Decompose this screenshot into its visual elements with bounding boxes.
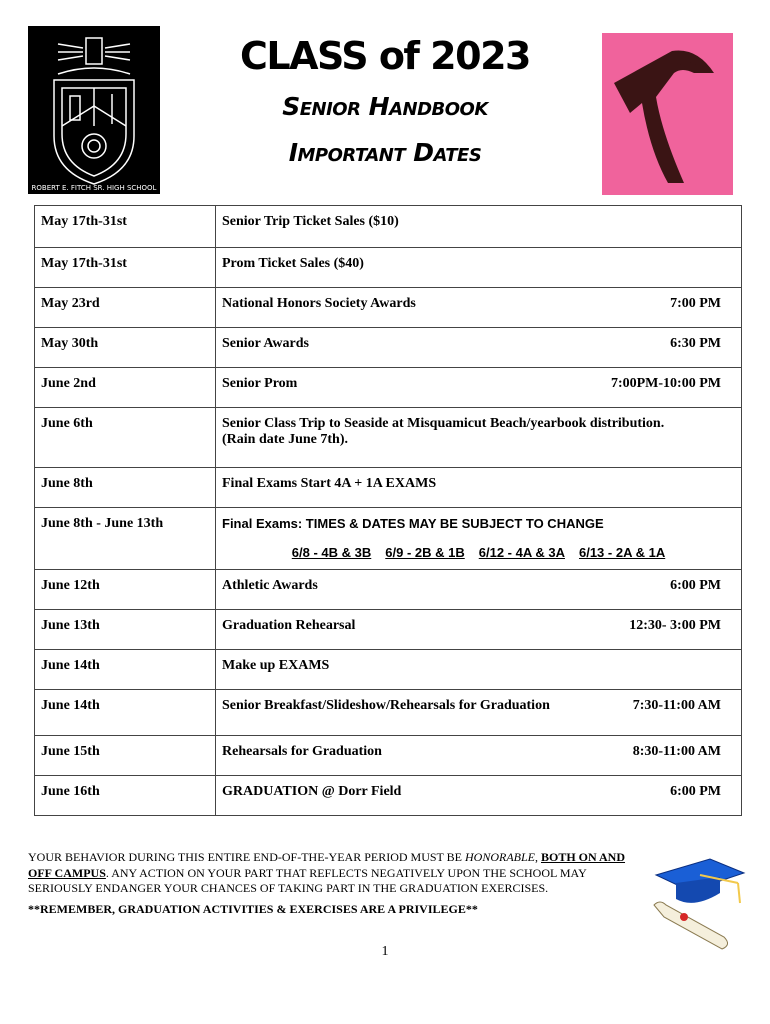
row-event-cell: [216, 610, 742, 650]
row-event-cell: [216, 736, 742, 776]
row-event: Final Exams Start 4A + 1A EXAMS: [222, 476, 437, 491]
row-event: Graduation Rehearsal: [222, 618, 356, 633]
table-row: [35, 690, 742, 736]
table-row: [35, 570, 742, 610]
falcon-logo: [602, 33, 733, 195]
crest-text: ROBERT E. FITCH SR. HIGH SCHOOL: [31, 184, 157, 192]
table-row: [35, 328, 742, 368]
row-time: 6:00 PM: [670, 784, 721, 799]
row-time: 8:30-11:00 AM: [632, 744, 721, 759]
row-event: National Honors Society Awards: [222, 296, 416, 311]
table-row: [35, 736, 742, 776]
row-event: GRADUATION @ Dorr Field: [222, 784, 402, 799]
row-event-note: (Rain date June 7th).: [222, 432, 349, 447]
row-date: June 12th: [35, 570, 216, 610]
important-dates-table: [34, 205, 742, 816]
row-event-cell: [216, 206, 742, 248]
table-row: [35, 610, 742, 650]
page-title: CLASS of 2023: [240, 34, 530, 78]
exam-schedule-item: 6/8 - 4B & 3B: [291, 545, 372, 560]
row-time: 7:30-11:00 AM: [632, 698, 721, 713]
row-event-cell: [216, 508, 742, 570]
row-event-cell: [216, 468, 742, 508]
row-date: June 6th: [35, 408, 216, 468]
page-subtitle: Senior Handbook: [282, 92, 488, 121]
row-date: June 8th: [35, 468, 216, 508]
row-event: Athletic Awards: [222, 578, 318, 593]
row-date: June 15th: [35, 736, 216, 776]
row-event-cell: [216, 368, 742, 408]
exam-schedule-item: 6/12 - 4A & 3A: [478, 545, 565, 560]
row-event-cell: [216, 288, 742, 328]
row-event: Make up EXAMS: [222, 658, 330, 673]
row-date: June 14th: [35, 690, 216, 736]
row-date: May 23rd: [35, 288, 216, 328]
row-date: May 30th: [35, 328, 216, 368]
row-event: Senior Awards: [222, 336, 309, 351]
table-row: [35, 776, 742, 816]
row-event: Final Exams: TIMES & DATES MAY BE SUBJECT TO CHANGE: [222, 516, 604, 531]
row-date: June 2nd: [35, 368, 216, 408]
row-event: Rehearsals for Graduation: [222, 744, 382, 759]
row-event-cell: [216, 776, 742, 816]
row-event-cell: [216, 408, 742, 468]
page-subtitle-2: Important Dates: [288, 138, 482, 167]
row-event-cell: [216, 570, 742, 610]
row-date: May 17th-31st: [35, 206, 216, 248]
table-row: [35, 248, 742, 288]
row-time: 7:00 PM: [670, 296, 721, 311]
exam-schedule-item: 6/9 - 2B & 1B: [385, 545, 465, 560]
table-row: [35, 206, 742, 248]
school-crest-logo: [28, 26, 160, 194]
row-event-cell: [216, 650, 742, 690]
row-event: Senior Trip Ticket Sales ($10): [222, 214, 399, 229]
page-number: 1: [381, 944, 389, 959]
row-date: June 8th - June 13th: [35, 508, 216, 570]
table-row: [35, 650, 742, 690]
row-date: June 13th: [35, 610, 216, 650]
table-row: [35, 288, 742, 328]
row-event: Prom Ticket Sales ($40): [222, 256, 364, 271]
graduation-cap-diploma-icon: [648, 853, 748, 953]
table-row: [35, 508, 742, 570]
table-row: [35, 408, 742, 468]
row-event: Senior Breakfast/Slideshow/Rehearsals for Graduation: [222, 698, 550, 713]
row-event-cell: [216, 690, 742, 736]
row-event-cell: [216, 248, 742, 288]
row-date: June 16th: [35, 776, 216, 816]
row-time: 12:30- 3:00 PM: [629, 618, 721, 633]
behavior-note: YOUR BEHAVIOR DURING THIS ENTIRE END-OF-THE-YEAR PERIOD MUST BE HONORABLE, BOTH ON AND OFF CAMPUS. ANY ACTION ON YOUR PART THAT REFLECTS NEGATIVELY UPON THE SCHOOL MAY SERIOUSLY ENDANGER YOUR CHANCES OF TAKING PART IN THE GRADUATION EXERCISES.: [28, 850, 626, 895]
exam-schedule-item: 6/13 - 2A & 1A: [578, 545, 666, 560]
row-date: May 17th-31st: [35, 248, 216, 288]
table-row: [35, 368, 742, 408]
row-event-cell: [216, 328, 742, 368]
privilege-reminder: **REMEMBER, GRADUATION ACTIVITIES & EXERCISES ARE A PRIVILEGE**: [28, 902, 478, 916]
table-row: [35, 468, 742, 508]
row-time: 6:30 PM: [670, 336, 721, 351]
row-time: 6:00 PM: [670, 578, 721, 593]
row-date: June 14th: [35, 650, 216, 690]
row-event: Senior Class Trip to Seaside at Misquamicut Beach/yearbook distribution.: [222, 416, 665, 431]
row-time: 7:00PM-10:00 PM: [610, 376, 721, 391]
row-event: Senior Prom: [222, 376, 298, 391]
